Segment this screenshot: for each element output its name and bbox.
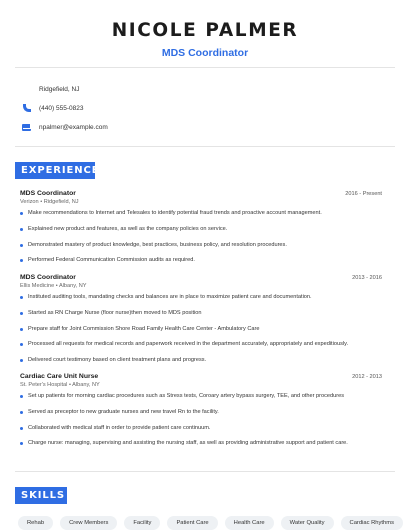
job-entry-2 [20,274,382,373]
job-title: MDS Coordinator [20,274,76,281]
email-icon [22,123,31,132]
contact-divider [15,146,395,147]
skills-list [18,516,403,530]
contact-phone-text: (440) 555-0823 [39,105,84,112]
location-pin-icon [22,85,31,94]
skill-chip: Health Care [225,516,274,530]
job-entry-1 [20,190,382,273]
bullet-item: Set up patients for morning cardiac procedures such as Stress tests, Coroary artery bypass surgery, TEE, and other procedures [20,393,382,400]
bullet-item: Collaborated with medical staff in order to provide patient care continuum. [20,425,382,432]
resume-header [0,20,410,59]
bullet-item: Demonstrated mastery of product knowledge, best practices, business policy, and resolution procedures. [20,242,382,249]
contact-phone [22,99,392,118]
job-title: MDS Coordinator [20,190,76,197]
header-divider [15,67,395,68]
bullet-item: Explained new product and features, as well as the company policies on service. [20,226,382,233]
bullet-item: Started as RN Charge Nurse (floor nurse)then moved to MDS position [20,310,382,317]
experience-divider [15,471,395,472]
candidate-name: NICOLE PALMER [111,20,299,41]
phone-icon [22,104,31,113]
bullet-item: Instituted auditing tools, mandating checks and balances are in place to maximize patient care and documentation. [20,294,382,301]
skills-heading: SKILLS [15,487,67,504]
contact-email [22,118,392,137]
job-organization: Verizon • Ridgefield, NJ [20,199,79,205]
job-dates: 2016 - Present [345,191,382,197]
bullet-item: Served as preceptor to new graduate nurses and new travel Rn to the facility. [20,409,382,416]
bullet-item: Delivered court testimony based on client treatment plans and progress. [20,357,382,364]
job-organization: Ellis Medicine • Albany, NY [20,283,87,289]
skill-chip: Cardiac Rhythms [341,516,403,530]
skill-chip: Facility [124,516,160,530]
skill-chip: Patient Care [167,516,217,530]
bullet-item: Performed Federal Communication Commission audits as required. [20,257,382,264]
job-bullets [20,210,382,264]
skill-chip: Crew Members [60,516,117,530]
bullet-item: Make recommendations to Internet and Telesales to identify potential fraud trends and proactive account management. [20,210,382,217]
candidate-title: MDS Coordinator [161,47,249,59]
job-dates: 2013 - 2016 [352,275,382,281]
skill-chip: Rehab [18,516,53,530]
contact-location [22,80,392,99]
bullet-item: Processed all requests for medical records and paperwork received in the department accurately, appropriately and expeditiously. [20,341,382,348]
contact-email-link[interactable]: npalmer@example.com [39,124,108,131]
job-bullets [20,294,382,364]
bullet-item: Prepare staff for Joint Commission Shore Road Family Health Care Center - Ambulatory Care [20,326,382,333]
job-dates: 2012 - 2013 [352,374,382,380]
job-organization: St. Peter's Hospital • Albany, NY [20,382,100,388]
job-title: Cardiac Care Unit Nurse [20,373,99,380]
skill-chip: Water Quality [281,516,334,530]
job-entry-3 [20,373,382,456]
contact-list [22,80,392,137]
bullet-item: Charge nurse: managing, supervising and assisting the nursing staff, as well as providing administrative support and patient care. [20,440,382,447]
job-bullets [20,393,382,447]
contact-location-text: Ridgefield, NJ [39,86,80,93]
experience-heading: EXPERIENCE [15,162,95,179]
